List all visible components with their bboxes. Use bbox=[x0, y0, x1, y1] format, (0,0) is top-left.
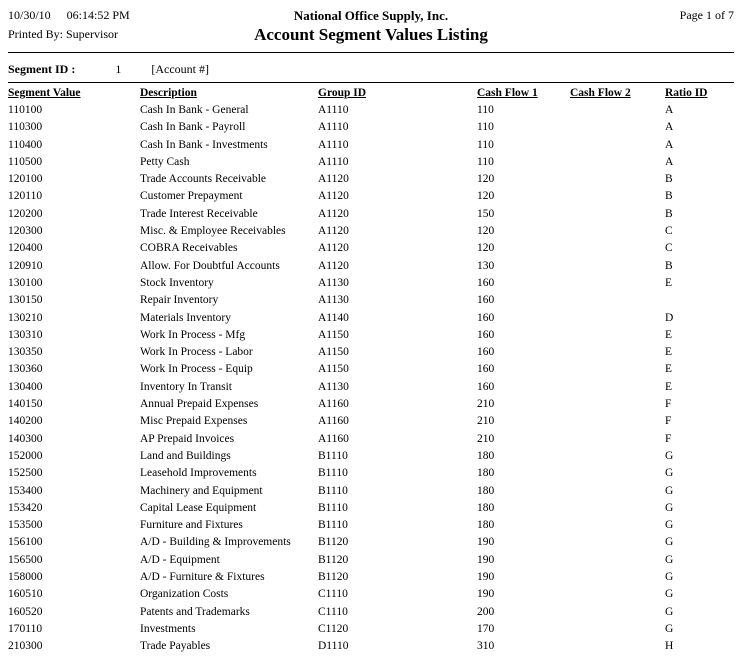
column-header: Description bbox=[140, 87, 197, 99]
table-cell: A1160 bbox=[318, 398, 349, 411]
table-cell: E bbox=[665, 380, 673, 393]
table-cell: 210 bbox=[477, 398, 495, 411]
table-cell: 130350 bbox=[8, 346, 43, 359]
table-cell: 152000 bbox=[8, 449, 43, 462]
table-cell: Trade Accounts Receivable bbox=[140, 173, 267, 186]
table-cell: A/D - Furniture & Fixtures bbox=[140, 571, 265, 584]
segment-divider bbox=[8, 82, 734, 83]
table-cell: 180 bbox=[477, 484, 495, 497]
table-row bbox=[8, 569, 734, 586]
table-row bbox=[8, 483, 734, 500]
table-cell: B1110 bbox=[318, 501, 348, 514]
table-cell bbox=[570, 223, 665, 240]
table-cell bbox=[570, 361, 665, 378]
table-cell: Work In Process - Equip bbox=[140, 363, 253, 376]
table-cell: COBRA Receivables bbox=[140, 242, 238, 255]
table-cell: Stock Inventory bbox=[140, 276, 214, 289]
table-cell: 180 bbox=[477, 449, 495, 462]
table-cell: 170110 bbox=[8, 622, 43, 635]
page-number: Page 1 of 7 bbox=[679, 8, 734, 22]
table-cell bbox=[570, 292, 665, 309]
table-cell: A1110 bbox=[318, 138, 349, 151]
table-cell bbox=[570, 534, 665, 551]
table-row bbox=[8, 361, 734, 378]
table-cell: G bbox=[665, 449, 674, 462]
table-cell bbox=[570, 586, 665, 603]
table-cell: 110 bbox=[477, 138, 494, 151]
table-cell: A1130 bbox=[318, 276, 349, 289]
table-cell: 120400 bbox=[8, 242, 43, 255]
table-cell: 180 bbox=[477, 467, 495, 480]
table-cell: A1120 bbox=[318, 259, 349, 272]
table-row bbox=[8, 431, 734, 448]
table-cell: Materials Inventory bbox=[140, 311, 232, 324]
table-cell bbox=[570, 500, 665, 517]
table-cell: Patents and Trademarks bbox=[140, 605, 250, 618]
table-row bbox=[8, 188, 734, 205]
table-cell: A1140 bbox=[318, 311, 349, 324]
table-cell: Furniture and Fixtures bbox=[140, 519, 243, 532]
table-row bbox=[8, 310, 734, 327]
table-cell: E bbox=[665, 276, 673, 289]
table-cell: 190 bbox=[477, 553, 495, 566]
table-cell: B1110 bbox=[318, 484, 348, 497]
table-cell bbox=[570, 413, 665, 430]
table-cell: Cash In Bank - Investments bbox=[140, 138, 268, 151]
table-row bbox=[8, 413, 734, 430]
report-table-body bbox=[8, 102, 734, 656]
table-cell: 120 bbox=[477, 242, 495, 255]
table-cell: 140300 bbox=[8, 432, 43, 445]
table-cell: 110 bbox=[477, 104, 494, 116]
table-cell: H bbox=[665, 640, 674, 653]
table-cell: 110400 bbox=[8, 138, 43, 151]
table-row bbox=[8, 206, 734, 223]
table-row bbox=[8, 292, 734, 309]
table-header-row bbox=[8, 87, 734, 102]
table-cell bbox=[570, 206, 665, 223]
table-row bbox=[8, 465, 734, 482]
table-cell: 190 bbox=[477, 571, 495, 584]
table-row bbox=[8, 119, 734, 136]
table-cell: A1110 bbox=[318, 121, 349, 134]
table-cell: 190 bbox=[477, 536, 495, 549]
table-cell: C1110 bbox=[318, 588, 348, 601]
table-row bbox=[8, 500, 734, 517]
table-cell bbox=[570, 154, 665, 171]
table-cell: B1120 bbox=[318, 536, 349, 549]
report-time: 06:14:52 PM bbox=[66, 8, 130, 22]
table-cell: A/D - Building & Improvements bbox=[140, 536, 291, 549]
table-cell: 120200 bbox=[8, 207, 43, 220]
table-cell: Machinery and Equipment bbox=[140, 484, 263, 497]
company-name: National Office Supply, Inc. bbox=[293, 8, 449, 23]
table-cell: AP Prepaid Invoices bbox=[140, 432, 235, 445]
table-cell bbox=[570, 119, 665, 136]
table-cell bbox=[570, 431, 665, 448]
table-cell bbox=[665, 292, 734, 309]
table-cell: 160 bbox=[477, 276, 495, 289]
table-cell: 170 bbox=[477, 622, 495, 635]
table-cell bbox=[570, 240, 665, 257]
report-header bbox=[8, 8, 734, 45]
table-cell: 160 bbox=[477, 363, 495, 376]
table-cell: A bbox=[665, 121, 674, 134]
table-cell: 156500 bbox=[8, 553, 43, 566]
table-cell: B bbox=[665, 207, 673, 220]
table-cell: Work In Process - Mfg bbox=[140, 328, 246, 341]
table-row bbox=[8, 171, 734, 188]
table-cell bbox=[570, 379, 665, 396]
table-cell: A1150 bbox=[318, 346, 349, 359]
table-cell: G bbox=[665, 622, 674, 635]
table-cell: A1130 bbox=[318, 294, 349, 307]
segment-id-name: [Account #] bbox=[151, 62, 209, 76]
table-cell: D1110 bbox=[318, 640, 349, 653]
table-row bbox=[8, 638, 734, 655]
table-cell: B1120 bbox=[318, 571, 349, 584]
table-cell: 130 bbox=[477, 259, 495, 272]
table-cell: 210300 bbox=[8, 640, 43, 653]
table-cell: 110500 bbox=[8, 155, 43, 168]
table-row bbox=[8, 517, 734, 534]
table-cell: 140200 bbox=[8, 415, 43, 428]
table-cell: Allow. For Doubtful Accounts bbox=[140, 259, 280, 272]
table-cell bbox=[570, 188, 665, 205]
table-cell: 120 bbox=[477, 225, 495, 238]
table-row bbox=[8, 240, 734, 257]
column-header: Segment Value bbox=[8, 87, 81, 99]
table-cell: 110300 bbox=[8, 121, 43, 134]
table-row bbox=[8, 344, 734, 361]
table-cell: 150 bbox=[477, 207, 495, 220]
table-cell: C1120 bbox=[318, 622, 349, 635]
table-cell: Inventory In Transit bbox=[140, 380, 232, 393]
table-cell: 200 bbox=[477, 605, 495, 618]
table-cell: 153420 bbox=[8, 501, 43, 514]
table-cell: 110 bbox=[477, 155, 494, 168]
table-cell: 120910 bbox=[8, 259, 43, 272]
table-cell: A/D - Equipment bbox=[140, 553, 220, 566]
table-cell: 153500 bbox=[8, 519, 43, 532]
table-cell: A1120 bbox=[318, 190, 349, 203]
table-row bbox=[8, 586, 734, 603]
table-cell: 160 bbox=[477, 328, 495, 341]
table-cell: C bbox=[665, 225, 673, 238]
table-cell: 120 bbox=[477, 190, 495, 203]
table-cell: 160520 bbox=[8, 605, 43, 618]
table-cell: F bbox=[665, 398, 672, 411]
segment-id-value: 1 bbox=[115, 62, 122, 76]
table-cell bbox=[570, 102, 665, 119]
column-header: Group ID bbox=[318, 87, 367, 99]
table-cell: Trade Interest Receivable bbox=[140, 207, 258, 220]
table-cell: Repair Inventory bbox=[140, 294, 219, 307]
table-cell: 158000 bbox=[8, 571, 43, 584]
table-cell: 130360 bbox=[8, 363, 43, 376]
table-cell: A bbox=[665, 155, 674, 168]
table-cell: Annual Prepaid Expenses bbox=[140, 398, 259, 411]
printed-by: Printed By: Supervisor bbox=[8, 27, 118, 41]
table-cell: 120110 bbox=[8, 190, 43, 203]
table-cell: F bbox=[665, 432, 672, 445]
table-cell: A1120 bbox=[318, 207, 349, 220]
table-cell bbox=[570, 310, 665, 327]
table-cell: A1120 bbox=[318, 242, 349, 255]
table-row bbox=[8, 102, 734, 119]
table-cell bbox=[570, 258, 665, 275]
table-cell: 130310 bbox=[8, 328, 43, 341]
table-cell: 130210 bbox=[8, 311, 43, 324]
table-row bbox=[8, 534, 734, 551]
table-cell: B bbox=[665, 259, 673, 272]
table-cell bbox=[570, 344, 665, 361]
table-cell: G bbox=[665, 519, 674, 532]
table-cell: 140150 bbox=[8, 398, 43, 411]
header-divider bbox=[8, 52, 734, 53]
column-header: Cash Flow 2 bbox=[570, 87, 631, 99]
report-table bbox=[8, 87, 734, 656]
table-cell: Misc Prepaid Expenses bbox=[140, 415, 248, 428]
column-header: Cash Flow 1 bbox=[477, 87, 538, 99]
table-cell: 120 bbox=[477, 173, 495, 186]
table-cell: 130150 bbox=[8, 294, 43, 307]
table-cell: B bbox=[665, 173, 673, 186]
table-cell: 120300 bbox=[8, 225, 43, 238]
table-cell: B1110 bbox=[318, 519, 348, 532]
table-cell: Capital Lease Equipment bbox=[140, 501, 257, 514]
table-cell: 110100 bbox=[8, 104, 43, 116]
table-cell: C bbox=[665, 242, 673, 255]
table-cell: A1160 bbox=[318, 415, 349, 428]
table-cell: Work In Process - Labor bbox=[140, 346, 253, 359]
table-cell: Cash In Bank - Payroll bbox=[140, 121, 246, 134]
table-cell: A1130 bbox=[318, 380, 349, 393]
table-row bbox=[8, 396, 734, 413]
table-cell: 160510 bbox=[8, 588, 43, 601]
table-cell: 120100 bbox=[8, 173, 43, 186]
table-row bbox=[8, 223, 734, 240]
table-cell: 190 bbox=[477, 588, 495, 601]
table-cell bbox=[570, 465, 665, 482]
table-cell: E bbox=[665, 363, 673, 376]
table-cell bbox=[570, 569, 665, 586]
table-cell bbox=[570, 552, 665, 569]
table-cell: Organization Costs bbox=[140, 588, 229, 601]
table-cell: F bbox=[665, 415, 672, 428]
table-cell bbox=[570, 171, 665, 188]
table-cell: 210 bbox=[477, 415, 495, 428]
table-cell: 160 bbox=[477, 346, 495, 359]
table-cell: G bbox=[665, 571, 674, 584]
table-row bbox=[8, 137, 734, 154]
table-cell: 180 bbox=[477, 519, 495, 532]
column-header: Ratio ID bbox=[665, 87, 708, 99]
table-cell: G bbox=[665, 501, 674, 514]
table-cell bbox=[570, 621, 665, 638]
table-cell: A1150 bbox=[318, 363, 349, 376]
table-cell: G bbox=[665, 553, 674, 566]
table-row bbox=[8, 604, 734, 621]
table-cell: Petty Cash bbox=[140, 155, 190, 168]
table-cell: G bbox=[665, 605, 674, 618]
table-cell: 130400 bbox=[8, 380, 43, 393]
table-cell bbox=[570, 638, 665, 655]
table-cell: 156100 bbox=[8, 536, 43, 549]
table-cell: Cash In Bank - General bbox=[140, 104, 249, 116]
table-cell: G bbox=[665, 588, 674, 601]
table-cell: 180 bbox=[477, 501, 495, 514]
table-cell bbox=[570, 604, 665, 621]
table-cell: 152500 bbox=[8, 467, 43, 480]
table-cell bbox=[570, 483, 665, 500]
table-cell: 160 bbox=[477, 294, 495, 307]
date-time bbox=[8, 8, 188, 23]
table-cell: B1110 bbox=[318, 467, 348, 480]
table-cell: 210 bbox=[477, 432, 495, 445]
table-cell: D bbox=[665, 311, 674, 324]
table-row bbox=[8, 275, 734, 292]
table-cell: 153400 bbox=[8, 484, 43, 497]
table-cell: G bbox=[665, 536, 674, 549]
table-cell bbox=[570, 275, 665, 292]
table-cell: B1120 bbox=[318, 553, 349, 566]
table-row bbox=[8, 552, 734, 569]
table-cell: A1120 bbox=[318, 173, 349, 186]
table-cell: B1110 bbox=[318, 449, 348, 462]
table-cell: 160 bbox=[477, 380, 495, 393]
table-cell: C1110 bbox=[318, 605, 348, 618]
segment-id-row bbox=[8, 62, 734, 77]
table-cell: 110 bbox=[477, 121, 494, 134]
table-row bbox=[8, 448, 734, 465]
table-row bbox=[8, 327, 734, 344]
table-row bbox=[8, 379, 734, 396]
report-date: 10/30/10 bbox=[8, 8, 51, 22]
report-title: Account Segment Values Listing bbox=[254, 25, 488, 44]
table-cell: 130100 bbox=[8, 276, 43, 289]
table-cell: Land and Buildings bbox=[140, 449, 231, 462]
table-row bbox=[8, 154, 734, 171]
table-cell bbox=[570, 448, 665, 465]
table-cell bbox=[570, 327, 665, 344]
table-cell: Misc. & Employee Receivables bbox=[140, 225, 286, 238]
table-cell: B bbox=[665, 190, 673, 203]
table-cell: A1110 bbox=[318, 104, 349, 116]
table-cell: E bbox=[665, 346, 673, 359]
table-cell: A1110 bbox=[318, 155, 349, 168]
table-row bbox=[8, 621, 734, 638]
table-cell: 310 bbox=[477, 640, 495, 653]
table-cell bbox=[570, 137, 665, 154]
table-cell: Investments bbox=[140, 622, 196, 635]
table-cell: A1160 bbox=[318, 432, 349, 445]
table-cell: A bbox=[665, 138, 674, 151]
table-cell: A1150 bbox=[318, 328, 349, 341]
table-cell: Customer Prepayment bbox=[140, 190, 243, 203]
table-row bbox=[8, 258, 734, 275]
table-cell: Leasehold Improvements bbox=[140, 467, 257, 480]
table-cell bbox=[570, 396, 665, 413]
table-cell: G bbox=[665, 484, 674, 497]
table-cell: A bbox=[665, 104, 674, 116]
table-cell: 160 bbox=[477, 311, 495, 324]
table-cell: Trade Payables bbox=[140, 640, 211, 653]
table-cell: A1120 bbox=[318, 225, 349, 238]
table-cell bbox=[570, 517, 665, 534]
table-cell: E bbox=[665, 328, 673, 341]
table-cell: G bbox=[665, 467, 674, 480]
segment-id-label: Segment ID : bbox=[8, 62, 76, 76]
